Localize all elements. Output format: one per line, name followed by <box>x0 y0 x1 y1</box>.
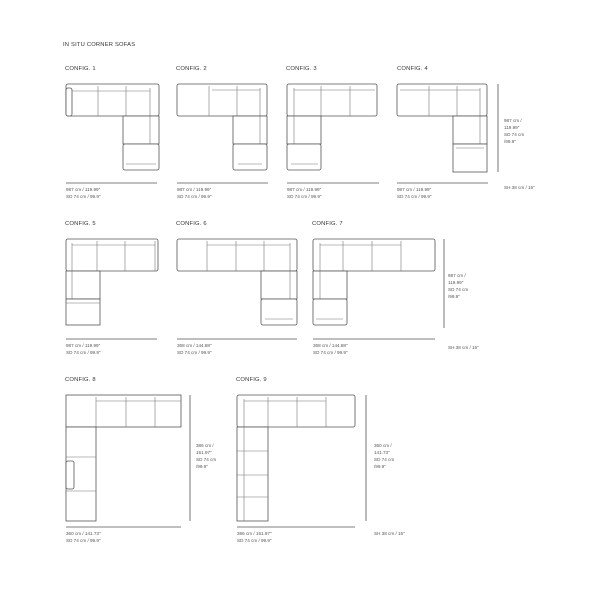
config-7-depth: SD 74 cm / 99.9" <box>313 350 348 355</box>
config-8-width: 360 cm / 141.73" <box>66 531 101 536</box>
page-title: IN SITU CORNER SOFAS <box>63 42 136 48</box>
config-2-width: 987 cm / 119.99" <box>177 187 212 192</box>
config-2-depth: SD 74 cm / 99.9" <box>177 194 212 199</box>
config-4-depth: SD 74 cm / 99.9" <box>397 194 432 199</box>
row1-seat-height: SH 38 cm / 15" <box>504 185 535 190</box>
config-8-side-dim: 386 cm / 151.97" SD 74 cm /99.9" <box>196 443 217 469</box>
config-3-diagram <box>287 84 379 183</box>
config-8-depth: SD 74 cm / 99.9" <box>66 538 101 543</box>
config-5-label: CONFIG. 5 <box>65 221 96 227</box>
config-9-label: CONFIG. 9 <box>236 377 267 383</box>
config-8-label: CONFIG. 8 <box>65 377 96 383</box>
config-9-width: 386 cm / 151.97" <box>237 531 272 536</box>
config-6-width: 368 cm / 144.88" <box>177 343 212 348</box>
config-6-depth: SD 74 cm / 99.9" <box>177 350 212 355</box>
config-8-diagram <box>66 395 190 527</box>
config-6-label: CONFIG. 6 <box>176 221 207 227</box>
config-9-diagram <box>237 395 366 527</box>
config-1-depth: SD 74 cm / 99.9" <box>66 194 101 199</box>
config-2-label: CONFIG. 2 <box>176 66 207 72</box>
row2-side-dim: 987 cm / 119.99" SD 74 cm /99.9" <box>448 273 469 299</box>
config-1-diagram <box>66 84 159 183</box>
config-5-depth: SD 74 cm / 99.9" <box>66 350 101 355</box>
row3-seat-height: SH 38 cm / 15" <box>374 531 405 536</box>
row1-side-dim: 987 cm / 119.99" SD 74 cm /99.9" <box>504 118 525 144</box>
config-7-diagram <box>313 239 444 339</box>
config-1-label: CONFIG. 1 <box>65 66 96 72</box>
config-5-diagram <box>66 239 158 339</box>
config-5-width: 987 cm / 119.99" <box>66 343 101 348</box>
config-7-width: 368 cm / 144.88" <box>313 343 348 348</box>
config-1-width: 987 cm / 119.99" <box>66 187 101 192</box>
config-3-depth: SD 74 cm / 99.9" <box>287 194 322 199</box>
config-9-side-dim: 360 cm / 141.73" SD 74 cm /99.9" <box>374 443 395 469</box>
config-4-width: 987 cm / 119.99" <box>397 187 432 192</box>
config-6-diagram <box>177 239 297 339</box>
row2-seat-height: SH 38 cm / 15" <box>448 345 479 350</box>
config-7-label: CONFIG. 7 <box>312 221 343 227</box>
config-4-label: CONFIG. 4 <box>397 66 428 72</box>
config-4-diagram <box>397 84 498 183</box>
config-9-depth: SD 74 cm / 99.9" <box>237 538 272 543</box>
config-2-diagram <box>177 84 268 183</box>
config-3-label: CONFIG. 3 <box>286 66 317 72</box>
config-3-width: 987 cm / 119.99" <box>287 187 322 192</box>
